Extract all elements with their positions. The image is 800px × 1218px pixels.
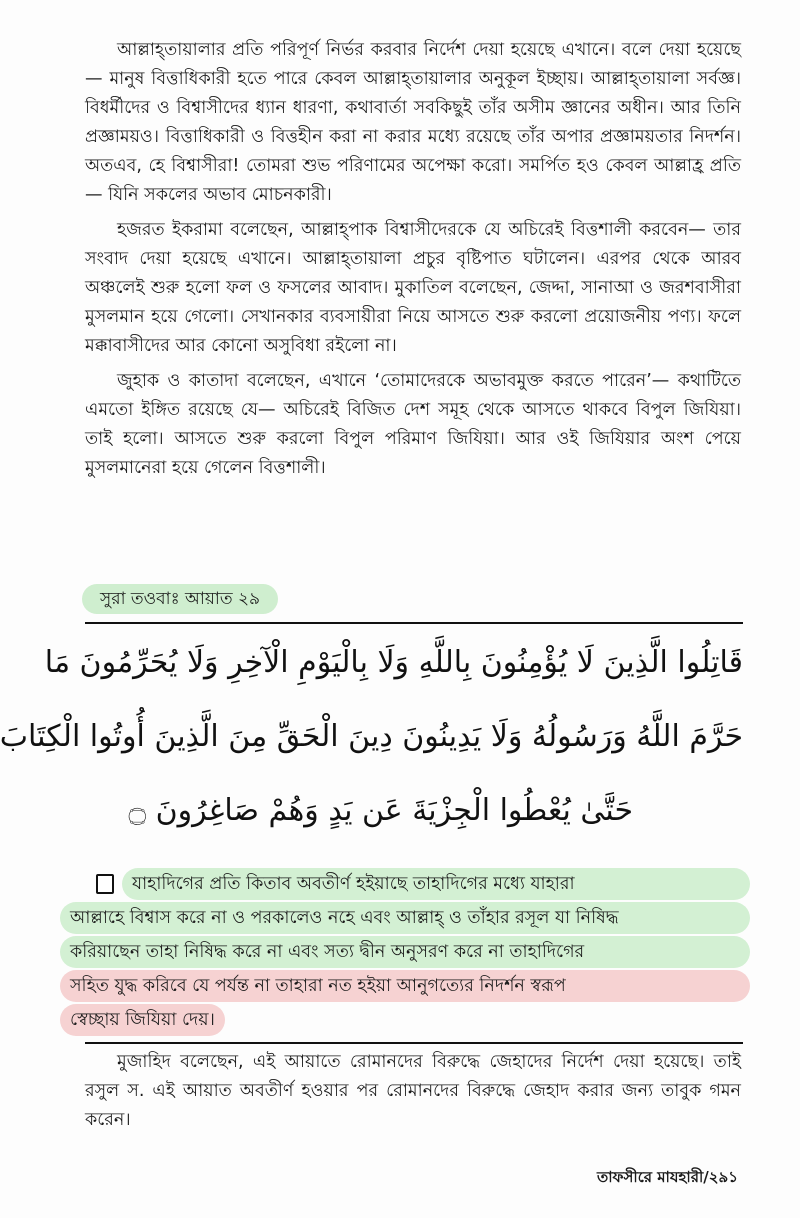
divider-top <box>85 622 743 624</box>
paragraph: মুজাহিদ বলেছেন, এই আয়াতে রোমানদের বিরুদ্ধে জেহাদের নির্দেশ দেয়া হয়েছে। তাই রসুল স. এই আয়াত অবতীর্ণ হওয়ার পর রোমানদের বিরুদ্ধে জেহাদ করার জন্য তাবুক গমন করেন। <box>85 1052 741 1130</box>
divider-bottom <box>85 1042 743 1044</box>
verse-reference-badge: সুরা তওবাঃ আয়াত ২৯ <box>82 584 278 614</box>
arabic-verse <box>0 626 743 848</box>
paragraph: হজরত ইকরামা বলেছেন, আল্লাহ্পাক বিশ্বাসীদেরকে যে অচিরেই বিত্তশালী করবেন— তার সংবাদ দেয়া হয়েছে এখানে। আল্লাহ্তায়ালা প্রচুর বৃষ্টিপাত ঘটালেন। এরপর থেকে আরব অঞ্চলেই শুরু হলো ফল ও ফসলের আবাদ। মুকাতিল বলেছেন, জেদ্দা, সানাআ ও জরশবাসীরা মুসলমান হয়ে গেলো। সেখানকার ব্যবসায়ীরা নিয়ে আসতে শুরু করলো প্রয়োজনীয় পণ্য। ফলে মক্কাবাসীদের আর কোনো অসুবিধা রইলো না। <box>85 220 741 356</box>
commentary-top <box>85 36 741 489</box>
highlighted-line-green: আল্লাহে বিশ্বাস করে না ও পরকালেও নহে এবং আল্লাহ্ ও তাঁহার রসূল যা নিষিদ্ধ <box>60 902 750 934</box>
arabic-line: حَرَّمَ اللَّهُ وَرَسُولُهُ وَلَا يَدِينُونَ دِينَ الْحَقِّ مِنَ الَّذِينَ أُوتُوا الْكِتَابَ <box>0 719 743 754</box>
page-footer: তাফসীরে মাযহারী/২৯১ <box>596 1168 738 1186</box>
verse-translation <box>60 868 750 1049</box>
highlighted-line-red: স্বেচ্ছায় জিযিয়া দেয়। <box>60 1004 225 1036</box>
paragraph: জুহাক ও কাতাদা বলেছেন, এখানে ‘তোমাদেরকে অভাবমুক্ত করতে পারেন’— কথাটিতে এমতো ইঙ্গিত রয়েছে যে— অচিরেই বিজিত দেশ সমূহ থেকে আসতে থাকবে বিপুল জিযিয়া। তাই হলো। আসতে শুরু করলো বিপুল পরিমাণ জিযিয়া। আর ওই জিযিয়ার অংশ পেয়ে মুসলমানেরা হয়ে গেলেন বিত্তশালী। <box>85 371 741 478</box>
highlighted-line-red: সহিত যুদ্ধ করিবে যে পর্যন্ত না তাহারা নত হইয়া আনুগত্যের নিদর্শন স্বরূপ <box>60 970 750 1002</box>
highlighted-line-green: যাহাদিগের প্রতি কিতাব অবতীর্ণ হইয়াছে তাহাদিগের মধ্যে যাহারা <box>122 868 750 900</box>
arabic-line: حَتَّىٰ يُعْطُوا الْجِزْيَةَ عَن يَدٍ وَهُمْ صَاغِرُونَ ۝ <box>128 793 633 828</box>
commentary-bottom <box>85 1048 741 1141</box>
arabic-line: قَاتِلُوا الَّذِينَ لَا يُؤْمِنُونَ بِاللَّهِ وَلَا بِالْيَوْمِ الْآخِرِ وَلَا يُحَرِّمُونَ مَا <box>44 645 743 680</box>
highlighted-line-green: করিয়াছেন তাহা নিষিদ্ধ করে না এবং সত্য দ্বীন অনুসরণ করে না তাহাদিগের <box>60 936 750 968</box>
paragraph: আল্লাহ্তায়ালার প্রতি পরিপূর্ণ নির্ভর করবার নির্দেশ দেয়া হয়েছে এখানে। বলে দেয়া হয়েছে— মানুষ বিত্তাধিকারী হতে পারে কেবল আল্লাহ্তায়ালার অনুকূল ইচ্ছায়। আল্লাহ্তায়ালা সর্বজ্ঞ। বিধর্মীদের ও বিশ্বাসীদের ধ্যান ধারণা, কথাবার্তা সবকিছুই তাঁর অসীম জ্ঞানের অধীন। আর তিনি প্রজ্ঞাময়ও। বিত্তাধিকারী ও বিত্তহীন করা না করার মধ্যে রয়েছে তাঁর অপার প্রজ্ঞাময়তার নিদর্শন। অতএব, হে বিশ্বাসীরা! তোমরা শুভ পরিণামের অপেক্ষা করো। সমর্পিত হও কেবল আল্লাহ্র প্রতি— যিনি সকলের অভাব মোচনকারী। <box>85 40 741 205</box>
